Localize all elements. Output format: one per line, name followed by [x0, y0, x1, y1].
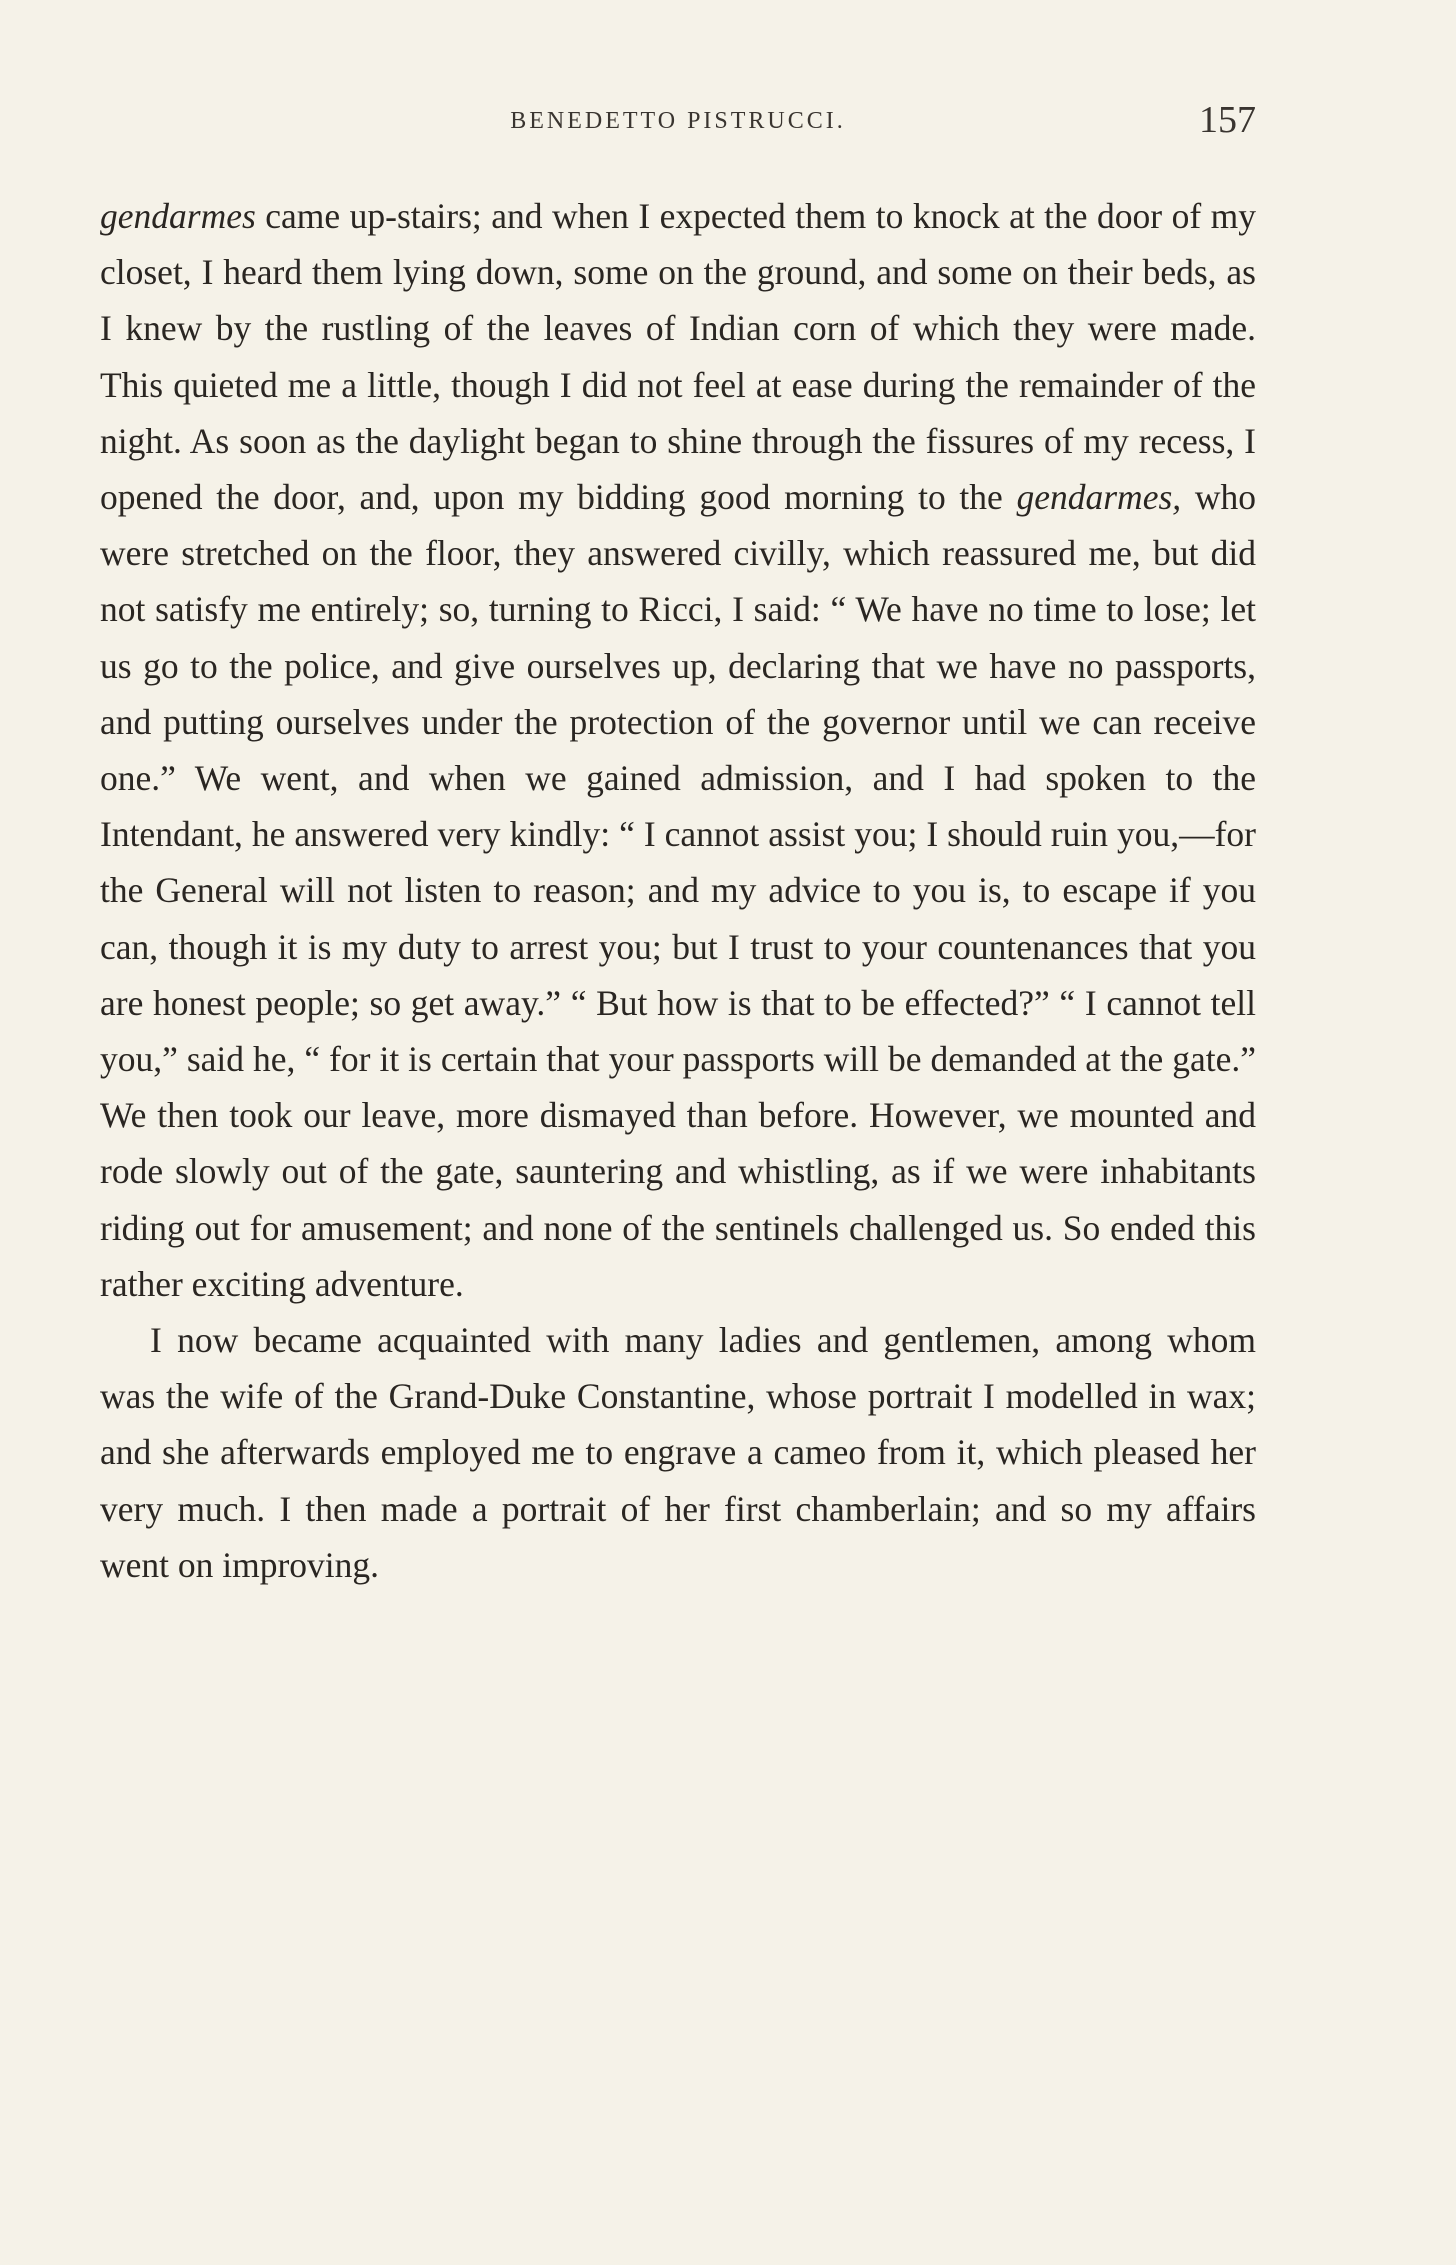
page-number: 157	[1199, 99, 1256, 141]
running-head	[100, 96, 1256, 146]
running-title: BENEDETTO PISTRUCCI.	[510, 108, 846, 134]
paragraph-1-segment-2: came up-stairs; and when I expected them to knock at the door of my closet, I heard them lying down, some on the ground, and some on their beds, as I knew by the rustling of the leaves of Indian corn of which they were made. This quieted me a little, though I did not feel at ease during the remainder of the night. As soon as the daylight began to shine through the fissures of my recess, I opened the door, and, upon my bidding good morning to the	[100, 196, 1256, 518]
paragraph-1-segment-4: who were stretched on the floor, they answered civilly, which reassured me, but did not satisfy me entirely; so, turning to Ricci, I said: “ We have no time to lose; let us go to the police, and give ourselves up, declaring that we have no passports, and putting ourselves under the protection of the governor until we can receive one.” We went, and when we gained admission, and I had spoken to the Intendant, he answered very kindly: “ I cannot assist you; I should ruin you,—for the General will not listen to reason; and my advice to you is, to escape if you can, though it is my duty to arrest you; but I trust to your countenances that you are honest people; so get away.” “ But how is that to be effected?” “ I cannot tell you,” said he, “ for it is certain that your passports will be demanded at the gate.” We then took our leave, more dismayed than before. However, we mounted and rode slowly out of the gate, sauntering and whistling, as if we were inhabitants riding out for amusement; and none of the sentinels challenged us. So ended this rather exciting adventure.	[100, 477, 1256, 1304]
paragraph-1	[100, 188, 1256, 1312]
body-text	[100, 188, 1256, 1593]
paragraph-1-segment-1: gendarmes	[100, 196, 256, 236]
paragraph-2	[100, 1312, 1256, 1593]
paragraph-1-segment-3: gendarmes,	[1016, 477, 1182, 518]
paragraph-2-segment-1: I now became acquainted with many ladies and gentlemen, among whom was the wife of the Grand-Duke Constantine, whose portrait I modelled in wax; and she afterwards employed me to engrave a cameo from it, which pleased her very much. I then made a portrait of her first chamberlain; and so my affairs went on improving.	[100, 1320, 1256, 1585]
